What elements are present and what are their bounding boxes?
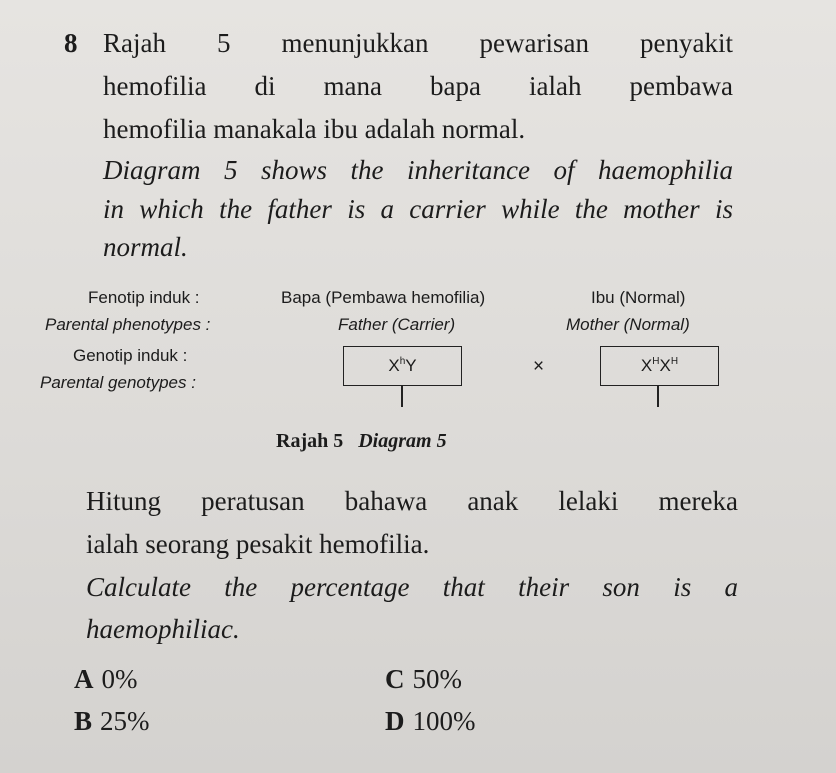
genotype-label-malay: Genotip induk :: [73, 346, 188, 365]
question-malay-line-3: hemofilia manakala ibu adalah normal.: [103, 114, 526, 144]
question-malay-line-1: Rajah 5 menunjukkan pewarisan penyakit: [103, 28, 733, 58]
phenotype-label-english: Parental phenotypes :: [45, 315, 211, 334]
mother-genotype-x1: X: [640, 356, 653, 375]
mother-genotype-x2: X: [659, 356, 671, 375]
option-c-value: 50%: [412, 664, 462, 694]
father-phenotype-english: Father (Carrier): [338, 315, 456, 334]
option-a-letter: A: [74, 664, 94, 694]
cross-symbol: ×: [533, 356, 545, 377]
prompt-english-line-1: Calculate the percentage that their son is a: [86, 572, 738, 602]
option-c-letter: C: [385, 664, 405, 694]
question-malay-line-2: hemofilia di mana bapa ialah pembawa: [103, 71, 733, 101]
option-d[interactable]: [385, 706, 476, 737]
option-c[interactable]: [385, 664, 462, 695]
question-english-line-3: normal.: [103, 232, 188, 262]
option-d-value: 100%: [412, 706, 476, 736]
caption-english: Diagram 5: [358, 430, 447, 452]
phenotype-label-malay: Fenotip induk :: [88, 288, 200, 307]
option-b-letter: B: [74, 706, 93, 736]
mother-phenotype-english: Mother (Normal): [566, 315, 690, 334]
father-branch-line: [401, 385, 403, 407]
question-number: 8: [64, 28, 78, 58]
diagram-caption: [276, 430, 447, 453]
mother-phenotype-malay: Ibu (Normal): [591, 288, 686, 307]
father-genotype-allele: h: [399, 355, 406, 367]
option-d-letter: D: [385, 706, 405, 736]
father-genotype-y: Y: [405, 356, 417, 375]
question-english-line-1: Diagram 5 shows the inheritance of haemophilia: [103, 155, 733, 185]
prompt-malay-line-1: Hitung peratusan bahawa anak lelaki mereka: [86, 486, 738, 516]
question-english-line-2: in which the father is a carrier while the mother is: [103, 194, 733, 224]
father-phenotype-malay: Bapa (Pembawa hemofilia): [281, 288, 486, 307]
genotype-label-english: Parental genotypes :: [40, 373, 196, 392]
father-genotype-x: X: [388, 356, 400, 375]
father-genotype-box: [343, 346, 462, 386]
prompt-english-line-2: haemophiliac.: [86, 614, 240, 644]
caption-malay: Rajah 5: [276, 430, 344, 452]
prompt-malay-line-2: ialah seorang pesakit hemofilia.: [86, 529, 430, 559]
option-a[interactable]: [74, 664, 138, 695]
option-b-value: 25%: [100, 706, 150, 736]
mother-genotype-allele-2: H: [670, 355, 679, 367]
mother-genotype-box: [600, 346, 719, 386]
option-a-value: 0%: [101, 664, 138, 694]
option-b[interactable]: [74, 706, 150, 737]
mother-genotype-allele-1: H: [652, 355, 660, 367]
mother-branch-line: [657, 385, 659, 407]
